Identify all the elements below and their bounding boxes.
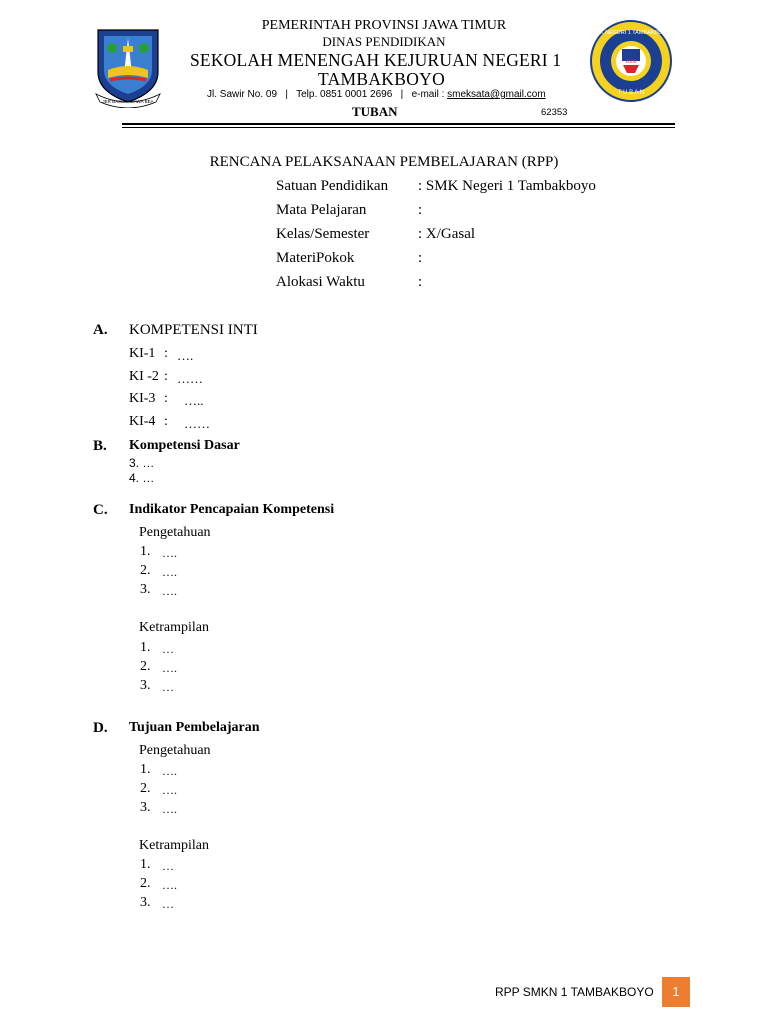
svg-text:JER BASUKI MAWA BEA: JER BASUKI MAWA BEA — [102, 99, 154, 104]
identity-label: MateriPokok — [276, 250, 355, 266]
document-title: RENCANA PELAKSANAAN PEMBELAJARAN (RPP) — [209, 154, 559, 170]
list-placeholder: …. — [162, 783, 177, 797]
list-number: 1. — [140, 640, 151, 655]
list-number: 2. — [140, 876, 151, 891]
list-placeholder: … — [162, 642, 174, 656]
kd-item: 3. … — [129, 456, 155, 470]
list-placeholder: … — [162, 897, 174, 911]
header-department: DINAS PENDIDIKAN — [322, 34, 446, 49]
header-email-link[interactable]: smeksata@gmail.com — [447, 89, 546, 100]
ki-placeholder: …… — [177, 371, 203, 386]
subheading-pengetahuan: Pengetahuan — [139, 743, 211, 758]
section-a-title: KOMPETENSI INTI — [129, 322, 258, 338]
subheading-ketrampilan: Ketrampilan — [139, 620, 209, 635]
section-a-letter: A. — [93, 322, 108, 338]
identity-label: Mata Pelajaran — [276, 202, 367, 218]
section-c-title: Indikator Pencapaian Kompetensi — [129, 502, 335, 517]
identity-value: : X/Gasal — [418, 226, 476, 242]
svg-text:2000: 2000 — [625, 59, 637, 65]
identity-value: : — [418, 250, 423, 266]
ki-placeholder: ….. — [184, 393, 204, 408]
list-placeholder: …. — [162, 565, 177, 579]
section-b-letter: B. — [93, 438, 107, 454]
identity-value: : — [418, 274, 423, 290]
header-city: TUBAN — [352, 104, 398, 119]
list-placeholder: …. — [162, 546, 177, 560]
header-school-place: TAMBAKBOYO — [318, 69, 446, 89]
header-address-text: Jl. Sawir No. 09 | Telp. 0851 0001 2696 | e-mail : — [207, 89, 448, 100]
identity-label: Satuan Pendidikan — [276, 178, 389, 194]
subheading-ketrampilan: Ketrampilan — [139, 838, 209, 853]
list-number: 3. — [140, 800, 151, 815]
list-placeholder: …. — [162, 878, 177, 892]
list-number: 2. — [140, 563, 151, 578]
kd-item: 4. … — [129, 471, 155, 485]
list-placeholder: …. — [162, 802, 177, 816]
section-d-letter: D. — [93, 720, 108, 736]
header-address — [207, 89, 546, 100]
header-rule-thick — [122, 123, 675, 125]
ki-placeholder: …. — [177, 348, 194, 363]
subheading-pengetahuan: Pengetahuan — [139, 525, 211, 540]
list-number: 3. — [140, 582, 151, 597]
identity-value: : — [418, 202, 423, 218]
list-number: 3. — [140, 895, 151, 910]
list-number: 2. — [140, 781, 151, 796]
ki-placeholder: …… — [184, 416, 210, 431]
header-school-name: SEKOLAH MENENGAH KEJURUAN NEGERI 1 — [190, 50, 562, 70]
identity-label: Alokasi Waktu — [276, 274, 365, 290]
identity-label: Kelas/Semester — [276, 226, 370, 242]
list-placeholder: …. — [162, 764, 177, 778]
header-government: PEMERINTAH PROVINSI JAWA TIMUR — [261, 18, 507, 33]
list-placeholder: …. — [162, 584, 177, 598]
svg-text:SMK NEGERI 1 TAMBAKBOYO: SMK NEGERI 1 TAMBAKBOYO — [591, 30, 671, 36]
list-placeholder: …. — [162, 661, 177, 675]
ki-separator: : — [164, 391, 168, 406]
ki-separator: : — [164, 346, 168, 361]
svg-text:T U B A N: T U B A N — [617, 90, 645, 96]
section-d-title: Tujuan Pembelajaran — [129, 720, 260, 735]
ki-separator: : — [164, 414, 168, 429]
list-number: 1. — [140, 762, 151, 777]
header-zip: 62353 — [541, 107, 568, 118]
list-number: 3. — [140, 678, 151, 693]
footer-label: RPP SMKN 1 TAMBAKBOYO — [495, 985, 654, 999]
ki-label: KI-1 — [129, 346, 156, 361]
ki-label: KI-4 — [129, 414, 156, 429]
ki-label: KI-3 — [129, 391, 156, 406]
page-number-badge: 1 — [662, 977, 690, 1007]
ki-separator: : — [164, 369, 168, 384]
identity-value: : SMK Negeri 1 Tambakboyo — [418, 178, 596, 194]
list-number: 1. — [140, 857, 151, 872]
section-c-letter: C. — [93, 502, 108, 518]
section-b-title: Kompetensi Dasar — [129, 438, 240, 453]
header-rule-thin — [122, 127, 675, 128]
list-number: 2. — [140, 659, 151, 674]
ki-label: KI -2 — [129, 369, 159, 384]
list-placeholder: … — [162, 859, 174, 873]
list-placeholder: … — [162, 680, 174, 694]
list-number: 1. — [140, 544, 151, 559]
